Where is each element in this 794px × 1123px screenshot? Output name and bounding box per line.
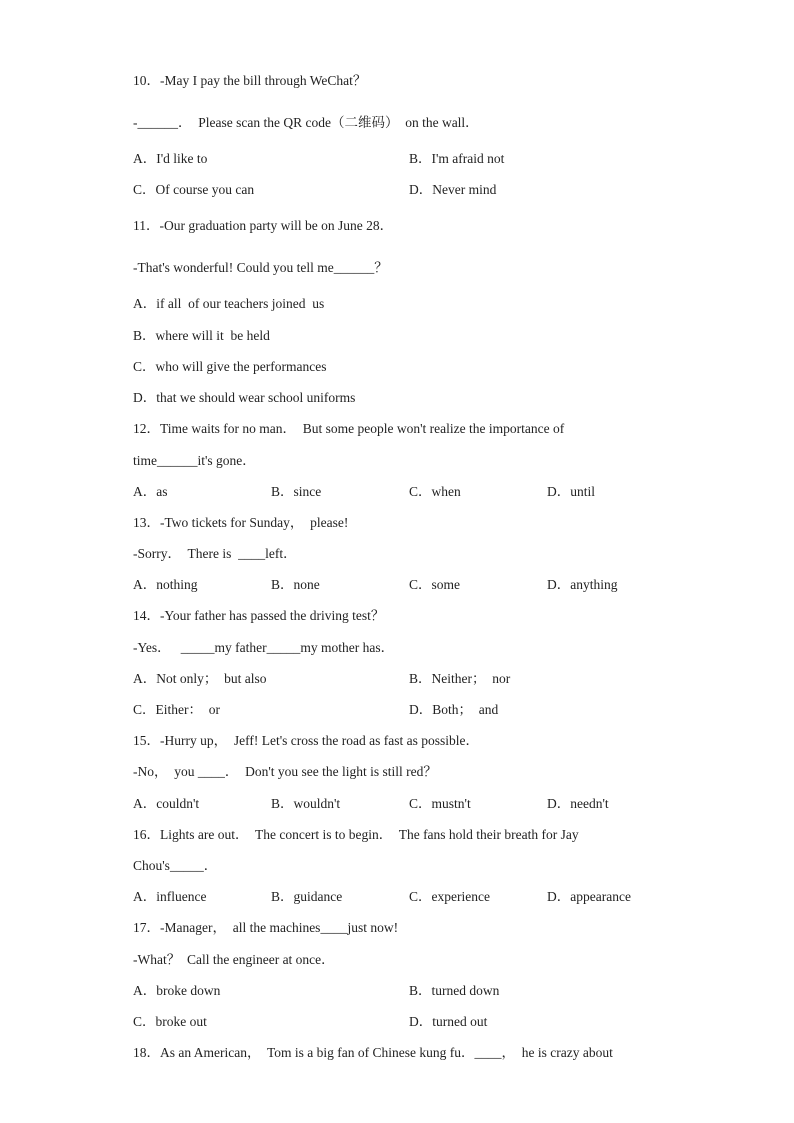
question-16-option-b: B．guidance (271, 889, 343, 904)
question-16-option-c: C．experience (409, 889, 490, 904)
question-12-stem: 12．Time waits for no man． But some people won't realize the importance of (133, 421, 565, 436)
question-12-option-c: C．when (409, 484, 461, 499)
question-17-option-a: A．broke down (133, 983, 221, 998)
question-16-option-a: A．influence (133, 889, 207, 904)
question-12-option-a: A．as (133, 484, 168, 499)
question-15-option-c: C．mustn't (409, 796, 471, 811)
question-12-option-d: D．until (547, 484, 596, 499)
question-13-option-c: C．some (409, 577, 461, 592)
question-16-option-d: D．appearance (547, 889, 631, 904)
question-13-stem: 13．-Two tickets for Sunday， please! (133, 515, 349, 530)
question-15-option-b: B．wouldn't (271, 796, 341, 811)
question-15-option-a: A．couldn't (133, 796, 200, 811)
question-10-option-b: B．I'm afraid not (409, 151, 505, 166)
question-18-stem: 18．As an American， Tom is a big fan of Chinese kung fu．____， he is crazy about (133, 1045, 613, 1060)
question-15-stem: 15．-Hurry up， Jeff! Let's cross the road as fast as possible． (133, 733, 479, 748)
question-11-stem: 11．-Our graduation party will be on June 28． (133, 218, 394, 233)
question-14-option-a: A．Not only； but also (133, 671, 267, 686)
question-11-stem-line2: -That's wonderful! Could you tell me______？ (133, 260, 388, 275)
question-13-option-a: A．nothing (133, 577, 198, 592)
question-17-stem-line2: -What？ Call the engineer at once． (133, 952, 335, 967)
question-10-option-a: A．I'd like to (133, 151, 208, 166)
question-11-option-a: A．if all of our teachers joined us (133, 296, 325, 311)
question-16-stem: 16．Lights are out． The concert is to begin． The fans hold their breath for Jay (133, 827, 579, 842)
question-14-stem-line2: -Yes． _____my father_____my mother has． (133, 640, 395, 655)
question-13-option-d: D．anything (547, 577, 618, 592)
question-11-option-b: B．where will it be held (133, 328, 270, 343)
question-15-stem-line2: -No， you ____． Don't you see the light is still red？ (133, 764, 437, 779)
question-11-option-d: D．that we should wear school uniforms (133, 390, 356, 405)
question-10-option-c: C．Of course you can (133, 182, 255, 197)
question-13-option-b: B．none (271, 577, 320, 592)
question-10-stem-line2: -______． Please scan the QR code（二维码） on the wall． (133, 115, 479, 130)
question-14-option-b: B．Neither； nor (409, 671, 511, 686)
question-12-stem-line2: time______it's gone． (133, 453, 256, 468)
question-11-option-c: C．who will give the performances (133, 359, 327, 374)
question-17-option-c: C．broke out (133, 1014, 207, 1029)
question-14-option-d: D．Both； and (409, 702, 499, 717)
question-10-stem: 10．-May I pay the bill through WeChat？ (133, 73, 367, 88)
question-14-option-c: C．Either： or (133, 702, 220, 717)
question-15-option-d: D．needn't (547, 796, 609, 811)
question-14-stem: 14．-Your father has passed the driving test？ (133, 608, 385, 623)
question-16-stem-line2: Chou's_____． (133, 858, 218, 873)
question-10-option-d: D．Never mind (409, 182, 497, 197)
question-13-stem-line2: -Sorry． There is ____left． (133, 546, 297, 561)
question-17-stem: 17．-Manager， all the machines____just now! (133, 920, 399, 935)
question-17-option-d: D．turned out (409, 1014, 488, 1029)
question-12-option-b: B．since (271, 484, 322, 499)
question-17-option-b: B．turned down (409, 983, 500, 998)
